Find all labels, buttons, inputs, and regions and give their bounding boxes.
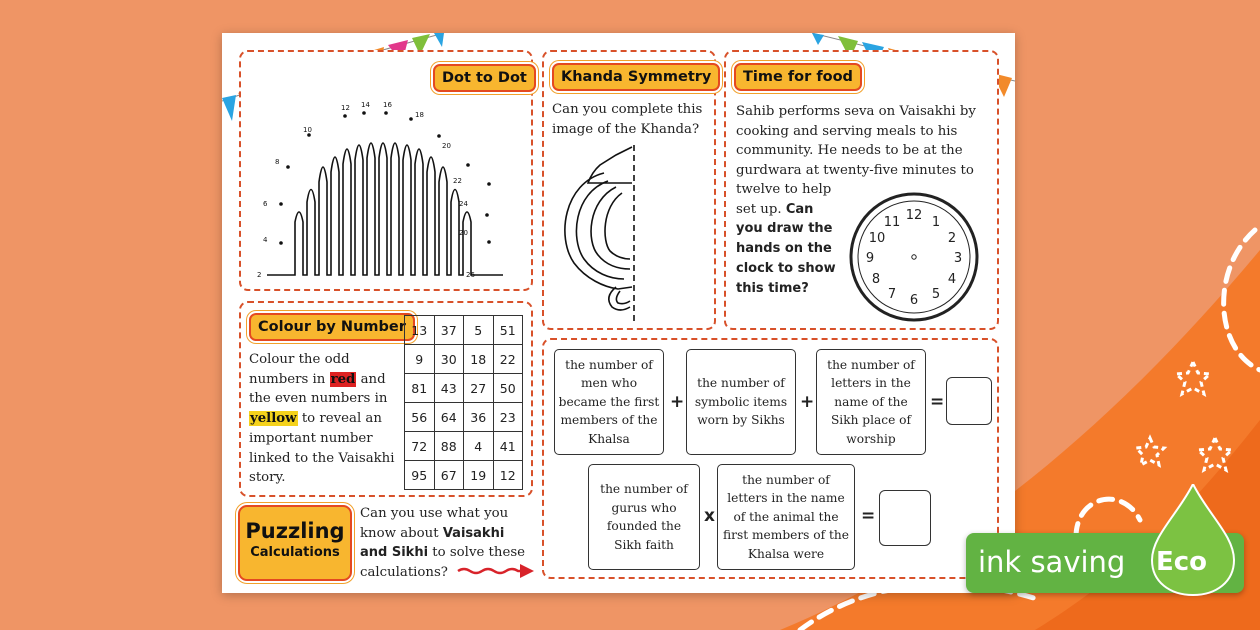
calc-box: the number of letters in the name of the animal the first members of the Khalsa were [717,464,855,570]
dot-number: 16 [383,101,392,109]
grid-cell[interactable]: 88 [434,432,464,461]
grid-cell[interactable]: 95 [405,461,435,490]
dot-number: 8 [275,158,280,166]
calc-box: the number of letters in the name of the Sikh place of worship [816,349,926,455]
grid-cell[interactable]: 64 [434,403,464,432]
panel-calculations [542,338,999,579]
panel-colour-by-number [239,301,533,497]
plus-sign: + [670,392,685,412]
grid-row [405,316,523,345]
puzzling-title-2: Calculations [250,545,340,560]
colour-text [249,350,397,488]
dot-number: 24 [459,200,468,208]
grid-cell[interactable]: 56 [405,403,435,432]
dot-number: 18 [415,111,424,119]
times-sign: x [704,506,715,526]
food-text-line: twelve to help [736,182,832,197]
grid-row [405,374,523,403]
khanda-image [544,137,714,327]
dot-number: 22 [453,177,462,185]
food-text: Sahib performs seva on Vaisakhi by cooking and serving meals to his community. He needs to be at the gurdwara at twenty-five minutes to [736,104,976,179]
clock-face [844,190,984,324]
colour-title: Colour by Number [249,313,415,341]
grid-cell[interactable]: 51 [493,316,523,345]
grid-cell[interactable]: 23 [493,403,523,432]
dot-number: 20 [459,229,468,237]
grid-cell[interactable]: 41 [493,432,523,461]
clock-number: 12 [905,208,923,223]
grid-cell[interactable]: 22 [493,345,523,374]
activity-sheet [222,33,1015,593]
panel-khanda-symmetry [542,50,716,330]
grid-row [405,461,523,490]
calc-box: the number of men who became the first members of the Khalsa [554,349,664,455]
colour-text-1: Colour the odd numbers in [249,352,350,387]
grid-row [405,432,523,461]
grid-cell[interactable]: 50 [493,374,523,403]
food-question: Can you draw the hands on the clock to show this time? [736,201,836,296]
puzzling-title-1: Puzzling [245,519,345,543]
dot-number: 14 [361,101,370,109]
grid-cell[interactable]: 13 [405,316,435,345]
calc-box: the number of symbolic items worn by Sikhs [686,349,796,455]
yellow-word: yellow [250,411,297,427]
clock-number: 4 [947,272,957,287]
puzzling-text-2: to solve these calculations? [360,545,526,581]
grid-cell[interactable]: 36 [464,403,494,432]
drop-icon [1148,484,1238,596]
dot-number: 10 [303,126,312,134]
grid-cell[interactable]: 12 [493,461,523,490]
grid-row [405,345,523,374]
grid-row [405,403,523,432]
dot-number: 6 [263,200,268,208]
arrow-right-icon [456,561,536,581]
khanda-text: Can you complete this image of the Khanda? [552,102,703,137]
panel-time-for-food [724,50,999,330]
equals-sign: = [861,506,876,526]
clock-number: 5 [931,287,941,302]
clock-number: 1 [931,215,941,230]
red-word: red [330,371,356,387]
food-title: Time for food [734,63,862,91]
clock-number: 11 [883,215,901,230]
clock-number: 10 [868,231,886,246]
clock-number: 2 [947,231,957,246]
grid-cell[interactable]: 37 [434,316,464,345]
dot-number: 26 [466,271,475,279]
clock-number: 6 [909,293,919,308]
equals-sign: = [930,392,945,412]
grid-cell[interactable]: 18 [464,345,494,374]
grid-cell[interactable]: 4 [464,432,494,461]
dot-to-dot-drawing [241,52,531,290]
food-text-narrow [736,180,842,298]
panel-dot-to-dot [239,50,533,291]
clock-number: 7 [887,287,897,302]
answer-box[interactable] [946,377,992,425]
puzzling-text-1: Can you use what you know about [360,506,509,541]
grid-cell[interactable]: 30 [434,345,464,374]
puzzling-title [238,505,352,581]
colour-text-3: to reveal an important number linked to the Vaisakhi story. [249,411,395,486]
colour-grid [404,315,523,490]
dot-number: 4 [263,236,268,244]
grid-cell[interactable]: 27 [464,374,494,403]
clock-number: 3 [953,251,963,266]
ink-saving-text: ink saving [978,545,1126,579]
khanda-title: Khanda Symmetry [552,63,720,91]
clock-number: 8 [871,272,881,287]
grid-cell[interactable]: 67 [434,461,464,490]
puzzling-bold: Vaisakhi and Sikhi [360,525,505,561]
colour-text-2: and the even numbers in [249,371,388,407]
clock-number: 9 [865,251,875,266]
grid-cell[interactable]: 81 [405,374,435,403]
plus-sign: + [800,392,815,412]
grid-cell[interactable]: 5 [464,316,494,345]
dot-to-dot-title: Dot to Dot [433,64,536,92]
calc-box: the number of gurus who founded the Sikh faith [588,464,700,570]
dot-number: 12 [341,104,350,112]
grid-cell[interactable]: 72 [405,432,435,461]
dot-number: 2 [257,271,262,279]
food-text-line: set up. [736,201,782,217]
eco-label: Eco [1156,547,1208,577]
dot-number: 20 [442,142,451,150]
grid-cell[interactable]: 9 [405,345,435,374]
grid-cell[interactable]: 19 [464,461,494,490]
grid-cell[interactable]: 43 [434,374,464,403]
answer-box[interactable] [879,490,931,546]
